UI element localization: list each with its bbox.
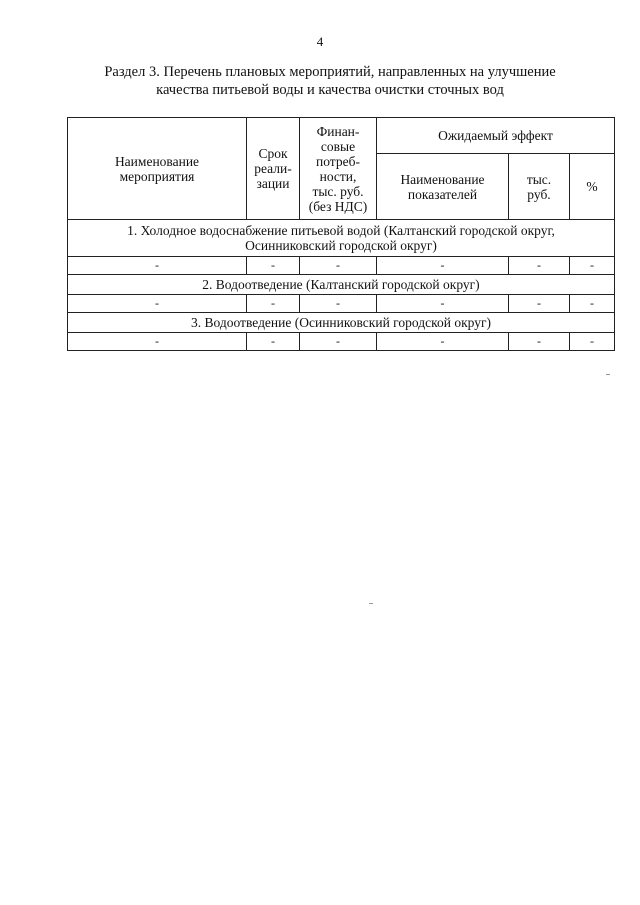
section-row-2 (68, 275, 615, 295)
cell-percent: - (570, 333, 615, 351)
cell-thousand-rub: - (509, 295, 570, 313)
header-indicator-name: Наименование показателей (377, 154, 509, 220)
header-expected-effect: Ожидаемый эффект (377, 118, 615, 154)
measures-table (67, 117, 615, 351)
header-financing: Финан- совые потреб- ности, тыс. руб. (без НДС) (300, 118, 377, 220)
table-row (68, 257, 615, 275)
cell-financing: - (300, 257, 377, 275)
scan-speck (606, 374, 610, 375)
cell-percent: - (570, 257, 615, 275)
section-title-cell: 2. Водоотведение (Калтанский городской округ) (68, 275, 615, 295)
cell-indicator: - (377, 295, 509, 313)
section-row-1 (68, 220, 615, 257)
section-title-cell: 1. Холодное водоснабжение питьевой водой (Калтанский городской округ, Осинниковский городской округ) (68, 220, 615, 257)
section-title-cell: 3. Водоотведение (Осинниковский городской округ) (68, 313, 615, 333)
cell-thousand-rub: - (509, 333, 570, 351)
page-number: 4 (316, 34, 324, 49)
cell-financing: - (300, 295, 377, 313)
table-header-row (68, 118, 615, 154)
header-percent: % (570, 154, 615, 220)
cell-term: - (247, 333, 300, 351)
scan-speck (369, 603, 373, 604)
section-row-3 (68, 313, 615, 333)
header-thousand-rub: тыс. руб. (509, 154, 570, 220)
cell-thousand-rub: - (509, 257, 570, 275)
section-title (60, 63, 600, 99)
cell-indicator: - (377, 333, 509, 351)
section-title-line-2: качества питьевой воды и качества очистки сточных вод (156, 82, 504, 98)
cell-indicator: - (377, 257, 509, 275)
cell-measure: - (68, 257, 247, 275)
cell-percent: - (570, 295, 615, 313)
header-term: Срок реали- зации (247, 118, 300, 220)
table-row (68, 333, 615, 351)
section-title-line-1: Раздел 3. Перечень плановых мероприятий, направленных на улучшение (104, 64, 556, 80)
header-measure-name: Наименование мероприятия (68, 118, 247, 220)
cell-term: - (247, 257, 300, 275)
cell-measure: - (68, 333, 247, 351)
cell-financing: - (300, 333, 377, 351)
table-row (68, 295, 615, 313)
cell-measure: - (68, 295, 247, 313)
cell-term: - (247, 295, 300, 313)
